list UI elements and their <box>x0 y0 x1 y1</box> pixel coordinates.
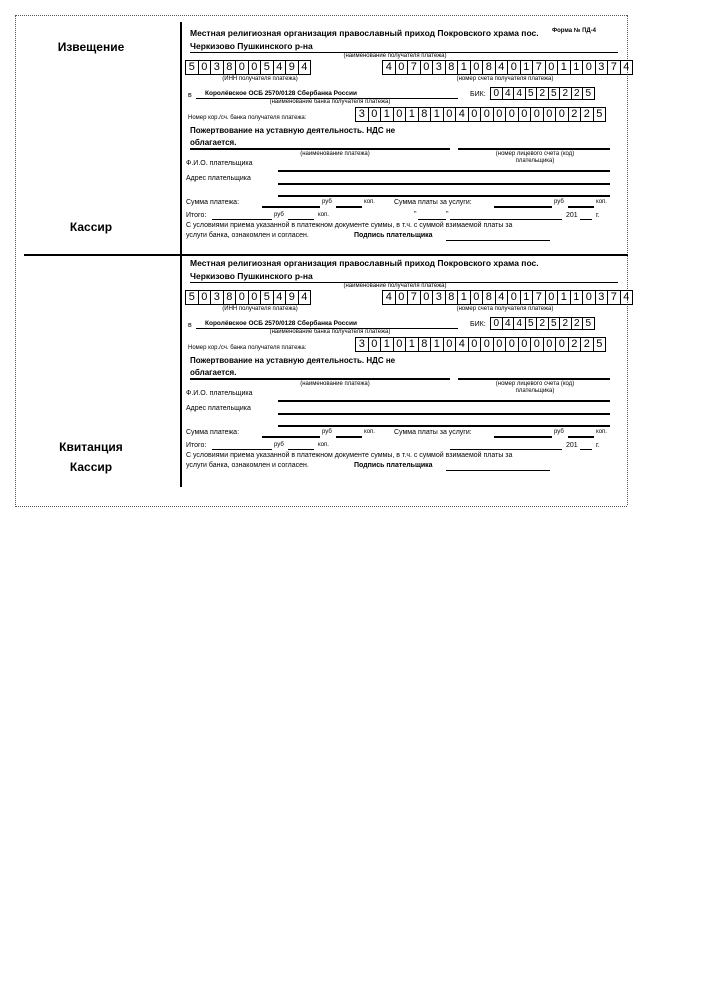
date-year: 201 <box>566 212 578 219</box>
digit-cell: 0 <box>198 290 212 305</box>
service-kop-label: коп. <box>596 199 607 205</box>
digit-cell: 4 <box>455 337 469 352</box>
bik-label: БИК: <box>470 91 486 98</box>
digit-cell: 0 <box>490 317 503 330</box>
digit-cell: 2 <box>568 107 582 122</box>
total-rub-field[interactable] <box>212 449 272 450</box>
digit-cell: 2 <box>568 337 582 352</box>
digit-cell: 0 <box>248 60 262 75</box>
digit-cell: 0 <box>368 337 382 352</box>
corr-cells <box>356 107 606 122</box>
digit-cell: 0 <box>198 60 212 75</box>
digit-cell: 0 <box>443 337 457 352</box>
service-label: Сумма платы за услуги: <box>394 199 472 206</box>
bank-prefix: в <box>188 92 192 99</box>
digit-cell: 0 <box>582 290 596 305</box>
digit-cell: 0 <box>468 337 482 352</box>
service-kop-label: коп. <box>596 429 607 435</box>
bank-name: Королёвское ОСБ 2570/0128 Сбербанка России <box>205 320 357 327</box>
payer-address-field-2[interactable] <box>278 195 610 197</box>
recipient-name-caption: (наименование получателя платежа) <box>343 53 447 59</box>
recipient-name-line1: Местная религиозная организация православный приход Покровского храма пос. <box>190 28 539 38</box>
digit-cell: 4 <box>620 60 634 75</box>
payer-account-caption-2: плательщика) <box>515 388 555 394</box>
total-kop-field[interactable] <box>288 449 314 450</box>
digit-cell: 8 <box>418 107 432 122</box>
digit-cell: 2 <box>580 107 594 122</box>
payer-address-field[interactable] <box>278 183 610 185</box>
digit-cell: 7 <box>607 290 621 305</box>
digit-cell: 1 <box>380 337 394 352</box>
date-quote-close: " <box>446 211 449 218</box>
digit-cell: 0 <box>530 337 544 352</box>
digit-cell: 2 <box>536 87 549 100</box>
digit-cell: 0 <box>368 107 382 122</box>
digit-cell: 1 <box>557 60 571 75</box>
purpose-line1: Пожертвование на уставную деятельность. НДС не <box>190 126 396 135</box>
digit-cell: 1 <box>405 107 419 122</box>
total-rub-label: руб <box>274 212 284 218</box>
total-rub-field[interactable] <box>212 219 272 220</box>
digit-cell: 0 <box>507 290 521 305</box>
digit-cell: 5 <box>548 317 561 330</box>
digit-cell: 8 <box>223 60 237 75</box>
cashier-label-bottom: Кассир <box>69 460 113 474</box>
sum-kop-label: коп. <box>364 429 375 435</box>
digit-cell: 0 <box>518 107 532 122</box>
digit-cell: 7 <box>532 60 546 75</box>
digit-cell: 3 <box>595 290 609 305</box>
digit-cell: 1 <box>520 290 534 305</box>
digit-cell: 4 <box>495 290 509 305</box>
digit-cell: 4 <box>502 87 515 100</box>
receipt-section <box>0 230 712 484</box>
digit-cell: 9 <box>285 290 299 305</box>
digit-cell: 4 <box>382 290 396 305</box>
terms-line1: С условиями приема указанной в платежном документе суммы, в т.ч. с суммой взимаемой платы за <box>186 452 513 459</box>
date-year: 201 <box>566 442 578 449</box>
digit-cell: 0 <box>480 107 494 122</box>
digit-cell: 0 <box>490 87 503 100</box>
digit-cell: 3 <box>432 290 446 305</box>
digit-cell: 4 <box>513 87 526 100</box>
purpose-line2: облагается. <box>190 138 237 147</box>
sum-rub-label: руб <box>322 429 332 435</box>
digit-cell: 0 <box>235 290 249 305</box>
corr-cells <box>356 337 606 352</box>
date-month-field[interactable] <box>450 449 562 450</box>
payer-name-label: Ф.И.О. плательщика <box>186 390 253 397</box>
digit-cell: 4 <box>455 107 469 122</box>
digit-cell: 0 <box>545 290 559 305</box>
total-rub-label: руб <box>274 442 284 448</box>
payer-address-field-2[interactable] <box>278 425 610 427</box>
digit-cell: 1 <box>405 337 419 352</box>
digit-cell: 7 <box>607 60 621 75</box>
payer-address-label: Адрес плательщика <box>186 175 251 182</box>
digit-cell: 3 <box>355 107 369 122</box>
digit-cell: 0 <box>543 107 557 122</box>
digit-cell: 0 <box>468 107 482 122</box>
digit-cell: 0 <box>530 107 544 122</box>
terms-line1: С условиями приема указанной в платежном документе суммы, в т.ч. с суммой взимаемой платы за <box>186 222 513 229</box>
digit-cell: 8 <box>223 290 237 305</box>
payer-address-field[interactable] <box>278 413 610 415</box>
sum-kop-field[interactable] <box>336 436 362 438</box>
receipt-label: Квитанция <box>59 440 123 454</box>
digit-cell: 0 <box>395 60 409 75</box>
account-caption: (номер счета получателя платежа) <box>456 76 554 82</box>
purpose-line <box>190 148 450 150</box>
digit-cell: 9 <box>285 60 299 75</box>
sum-label: Сумма платежа: <box>186 429 240 436</box>
inn-cells <box>186 60 311 75</box>
digit-cell: 0 <box>480 337 494 352</box>
digit-cell: 4 <box>502 317 515 330</box>
service-rub-label: руб <box>554 429 564 435</box>
digit-cell: 2 <box>536 317 549 330</box>
digit-cell: 0 <box>248 290 262 305</box>
date-month-field[interactable] <box>450 219 562 220</box>
digit-cell: 5 <box>260 290 274 305</box>
digit-cell: 1 <box>520 60 534 75</box>
digit-cell: 5 <box>582 87 595 100</box>
digit-cell: 4 <box>495 60 509 75</box>
digit-cell: 0 <box>470 290 484 305</box>
account-caption: (номер счета получателя платежа) <box>456 306 554 312</box>
sum-label: Сумма платежа: <box>186 199 240 206</box>
digit-cell: 5 <box>185 60 199 75</box>
account-cells <box>383 290 633 305</box>
digit-cell: 4 <box>273 60 287 75</box>
total-kop-label: коп. <box>318 212 329 218</box>
digit-cell: 3 <box>210 60 224 75</box>
digit-cell: 8 <box>482 60 496 75</box>
sum-kop-field[interactable] <box>336 206 362 208</box>
bik-cells <box>491 317 595 330</box>
sum-rub-label: руб <box>322 199 332 205</box>
payer-name-field[interactable] <box>278 400 610 402</box>
payer-account-caption-1: (номер лицевого счета (код) <box>495 381 575 387</box>
digit-cell: 0 <box>505 337 519 352</box>
purpose-line <box>190 378 450 380</box>
digit-cell: 0 <box>555 107 569 122</box>
bank-prefix: в <box>188 322 192 329</box>
digit-cell: 2 <box>571 317 584 330</box>
digit-cell: 0 <box>420 60 434 75</box>
date-year-suffix: г. <box>596 442 600 449</box>
bank-name: Королёвское ОСБ 2570/0128 Сбербанка России <box>205 90 357 97</box>
payer-address-label: Адрес плательщика <box>186 405 251 412</box>
digit-cell: 5 <box>582 317 595 330</box>
digit-cell: 0 <box>507 60 521 75</box>
corr-label: Номер кор./сч. банка получателя платежа: <box>188 345 307 351</box>
digit-cell: 0 <box>420 290 434 305</box>
payer-account-caption-2: плательщика) <box>515 158 555 164</box>
service-rub-label: руб <box>554 199 564 205</box>
digit-cell: 0 <box>555 337 569 352</box>
signature-label: Подпись плательщика <box>354 462 433 469</box>
digit-cell: 0 <box>393 337 407 352</box>
inn-caption: (ИНН получателя платежа) <box>222 306 298 312</box>
sum-kop-label: коп. <box>364 199 375 205</box>
digit-cell: 1 <box>380 107 394 122</box>
digit-cell: 1 <box>570 60 584 75</box>
notice-label: Извещение <box>57 40 125 54</box>
digit-cell: 5 <box>525 87 538 100</box>
digit-cell: 0 <box>470 60 484 75</box>
bik-label: БИК: <box>470 321 486 328</box>
bank-caption: (наименование банка получателя платежа) <box>269 99 391 105</box>
total-kop-label: коп. <box>318 442 329 448</box>
digit-cell: 0 <box>545 60 559 75</box>
digit-cell: 3 <box>210 290 224 305</box>
service-kop-field[interactable] <box>568 436 594 438</box>
recipient-name-line2: Черкизово Пушкинского р-на <box>190 41 313 51</box>
digit-cell: 5 <box>185 290 199 305</box>
digit-cell: 2 <box>559 317 572 330</box>
digit-cell: 7 <box>407 60 421 75</box>
digit-cell: 0 <box>443 107 457 122</box>
service-rub-field[interactable] <box>494 436 552 438</box>
purpose-caption: (наименование платежа) <box>300 151 370 157</box>
digit-cell: 0 <box>543 337 557 352</box>
notice-section <box>0 0 712 254</box>
digit-cell: 4 <box>620 290 634 305</box>
digit-cell: 1 <box>430 107 444 122</box>
digit-cell: 0 <box>582 60 596 75</box>
account-cells <box>383 60 633 75</box>
recipient-name-caption: (наименование получателя платежа) <box>343 283 447 289</box>
purpose-line2: облагается. <box>190 368 237 377</box>
digit-cell: 2 <box>571 87 584 100</box>
inn-cells <box>186 290 311 305</box>
digit-cell: 4 <box>513 317 526 330</box>
sum-rub-field[interactable] <box>262 206 320 208</box>
service-rub-field[interactable] <box>494 206 552 208</box>
signature-field[interactable] <box>446 470 550 471</box>
digit-cell: 0 <box>493 337 507 352</box>
purpose-line1: Пожертвование на уставную деятельность. НДС не <box>190 356 396 365</box>
date-quote-open: " <box>414 211 417 218</box>
date-day-field[interactable] <box>418 219 446 220</box>
terms-line2: услуги банка, ознакомлен и согласен. <box>186 462 309 469</box>
digit-cell: 0 <box>518 337 532 352</box>
digit-cell: 5 <box>525 317 538 330</box>
date-year-field[interactable] <box>580 219 592 220</box>
digit-cell: 1 <box>457 290 471 305</box>
corr-label: Номер кор./сч. банка получателя платежа: <box>188 115 307 121</box>
digit-cell: 1 <box>570 290 584 305</box>
digit-cell: 8 <box>418 337 432 352</box>
digit-cell: 1 <box>457 60 471 75</box>
sum-rub-field[interactable] <box>262 436 320 438</box>
form-code: Форма № ПД-4 <box>552 28 597 34</box>
recipient-name-line2: Черкизово Пушкинского р-на <box>190 271 313 281</box>
digit-cell: 5 <box>593 107 607 122</box>
digit-cell: 3 <box>355 337 369 352</box>
digit-cell: 7 <box>532 290 546 305</box>
digit-cell: 0 <box>393 107 407 122</box>
total-kop-field[interactable] <box>288 219 314 220</box>
service-label: Сумма платы за услуги: <box>394 429 472 436</box>
digit-cell: 0 <box>235 60 249 75</box>
recipient-name-line1: Местная религиозная организация православный приход Покровского храма пос. <box>190 258 539 268</box>
digit-cell: 0 <box>505 107 519 122</box>
total-label: Итого: <box>186 442 207 449</box>
digit-cell: 8 <box>445 290 459 305</box>
inn-caption: (ИНН получателя платежа) <box>222 76 298 82</box>
digit-cell: 5 <box>593 337 607 352</box>
payer-account-caption-1: (номер лицевого счета (код) <box>495 151 575 157</box>
digit-cell: 4 <box>298 290 312 305</box>
digit-cell: 0 <box>395 290 409 305</box>
payer-account-line <box>458 148 610 150</box>
digit-cell: 2 <box>559 87 572 100</box>
digit-cell: 2 <box>580 337 594 352</box>
digit-cell: 4 <box>273 290 287 305</box>
digit-cell: 1 <box>557 290 571 305</box>
service-kop-field[interactable] <box>568 206 594 208</box>
digit-cell: 8 <box>445 60 459 75</box>
date-year-field[interactable] <box>580 449 592 450</box>
digit-cell: 1 <box>430 337 444 352</box>
digit-cell: 3 <box>595 60 609 75</box>
digit-cell: 4 <box>382 60 396 75</box>
total-label: Итого: <box>186 212 207 219</box>
payer-name-label: Ф.И.О. плательщика <box>186 160 253 167</box>
bik-cells <box>491 87 595 100</box>
digit-cell: 5 <box>548 87 561 100</box>
digit-cell: 0 <box>493 107 507 122</box>
bank-caption: (наименование банка получателя платежа) <box>269 329 391 335</box>
digit-cell: 8 <box>482 290 496 305</box>
payer-name-field[interactable] <box>278 170 610 172</box>
terms-line2: услуги банка, ознакомлен и согласен. <box>186 232 309 239</box>
digit-cell: 4 <box>298 60 312 75</box>
payer-account-line <box>458 378 610 380</box>
digit-cell: 3 <box>432 60 446 75</box>
cashier-label-top: Кассир <box>69 220 113 234</box>
signature-label: Подпись плательщика <box>354 232 433 239</box>
digit-cell: 7 <box>407 290 421 305</box>
purpose-caption: (наименование платежа) <box>300 381 370 387</box>
digit-cell: 5 <box>260 60 274 75</box>
date-year-suffix: г. <box>596 212 600 219</box>
